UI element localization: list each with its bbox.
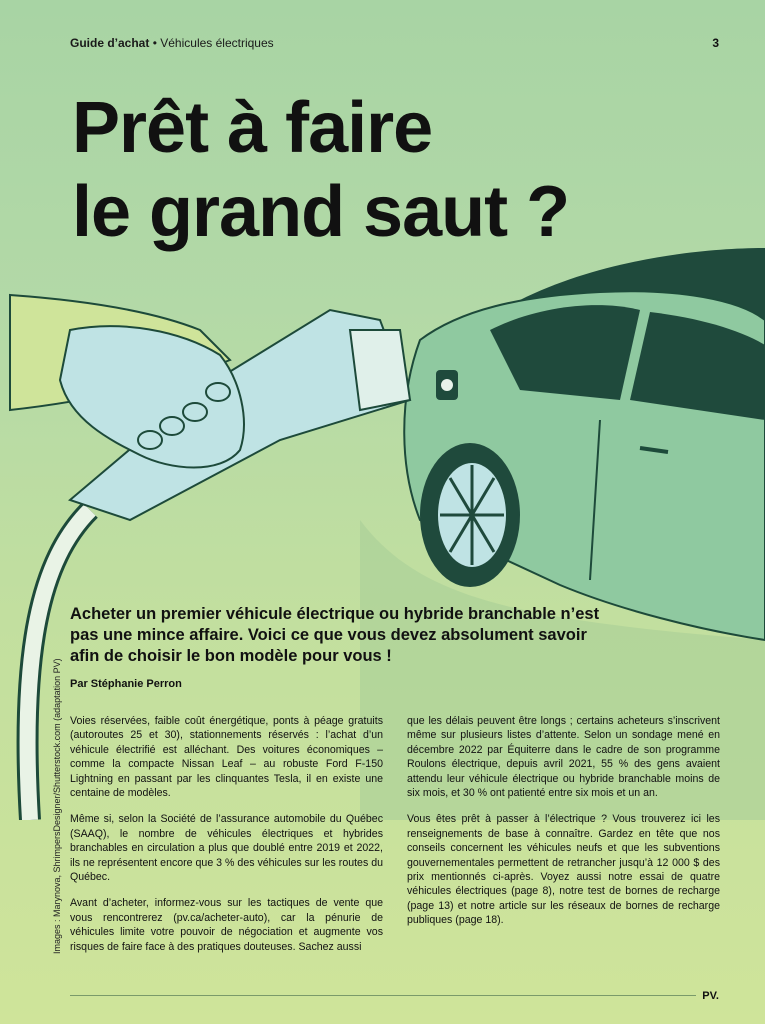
image-credit: Images : Marynova, ShrimpersDesigner/Shutterstock.com (adaptation PV) [52,658,62,954]
topic-name: Véhicules électriques [160,36,274,50]
body-paragraph: que les délais peuvent être longs ; certains acheteurs s’inscrivent même sur plusieurs listes d’attente. Selon un sondage mené en décembre 2022 par Équiterre dans le cadre de son programme Roulons électrique, depuis avril 2021, 55 % des gens avaient attendu leur véhicule électrique ou hybride branchable moins de six mois, et 30 % ont patienté entre six mois et un an. [407,715,720,800]
footer-logo: PV. [696,990,719,1002]
wheel-spokes [440,465,504,565]
running-header [70,36,274,50]
byline: Par Stéphanie Perron [70,678,182,690]
footer-rule [70,995,719,996]
body-paragraph: Avant d’acheter, informez-vous sur les tactiques de vente que vous rencontrerez (pv.ca/acheter-auto), car la pénurie de véhicules limite votre pouvoir de négociation et augmente vos risques de faire face à des pratiques douteuses. Sachez aussi [70,897,383,953]
lead-paragraph: Acheter un premier véhicule électrique ou hybride branchable n’est pas une mince affaire. Voici ce que vous devez absolument savoir afin de choisir le bon modèle pour vous ! [70,605,600,665]
body-column-2 [407,714,720,940]
page-number: 3 [712,36,719,50]
bullet: • [152,36,157,50]
body-paragraph: Vous êtes prêt à passer à l’électrique ? Vous trouverez ici les renseignements de base à connaître. Gardez en tête que nos conseils concernent les véhicules neufs et que les subventions gouvernementales permettent de retrancher jusqu’à 12 000 $ des prix mentionnés ci-après. Voyez aussi notre essai de quatre véhicules électriques (page 8), notre test de bornes de recharge (page 13) et notre article sur les réseaux de bornes de recharge publiques (page 18). [407,813,720,927]
body-column-1 [70,714,383,966]
body-paragraph: Voies réservées, faible coût énergétique, ponts à péage gratuits (autoroutes 25 et 30), stationnements réservés : l’achat d’un véhicule électrifié est alléchant. Des voitures économiques – comme la compacte Nissan Leaf – au robuste Ford F-150 Lightning en passant par les clinquantes Tesla, il en existe une centaine de modèles. [70,715,383,800]
page-title: Prêt à faire le grand saut ? [72,88,570,252]
plug-tip [350,330,410,410]
section-name: Guide d’achat [70,36,150,50]
body-paragraph: Même si, selon la Société de l’assurance automobile du Québec (SAAQ), le nombre de véhicules électriques et hybrides branchables en circulation a plus que doublé entre 2019 et 2022, ils ne représentent encore que 3 % des véhicules sur les routes du Québec. [70,813,383,884]
